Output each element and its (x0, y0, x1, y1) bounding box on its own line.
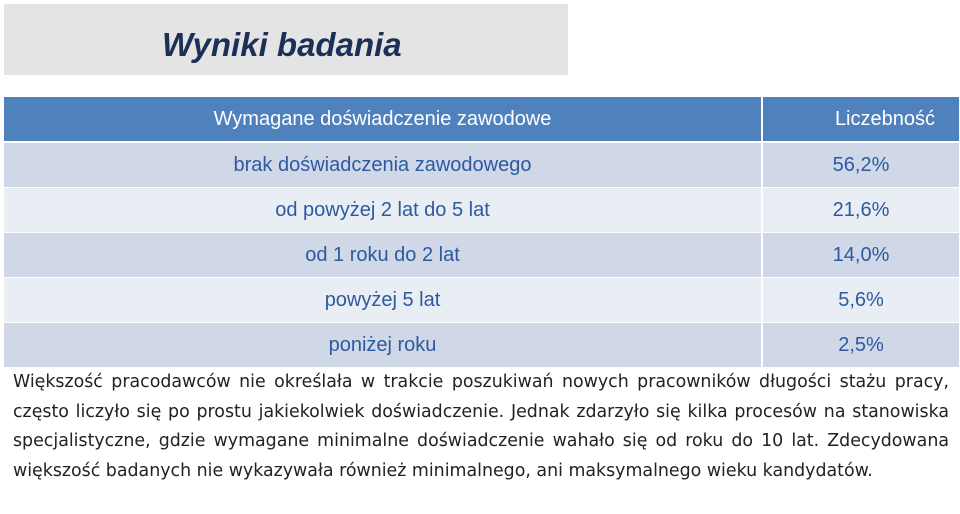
column-header-count: Liczebność (762, 97, 959, 142)
table-cell-count: 56,2% (762, 142, 959, 188)
table-cell-experience: poniżej roku (4, 323, 762, 368)
table-cell-count: 14,0% (762, 233, 959, 278)
table-cell-experience: powyżej 5 lat (4, 278, 762, 323)
table-row (4, 278, 959, 323)
table-row (4, 323, 959, 368)
column-header-experience: Wymagane doświadczenie zawodowe (4, 97, 762, 142)
table-cell-count: 21,6% (762, 188, 959, 233)
table-cell-experience: od 1 roku do 2 lat (4, 233, 762, 278)
page-title: Wyniki badania (162, 26, 402, 63)
summary-paragraph: Większość pracodawców nie określała w trakcie poszukiwań nowych pracowników długości stażu pracy, często liczyło się po prostu jakiekolwiek doświadczenie. Jednak zdarzyło się kilka procesów na stanowiska specjalistyczne, gdzie wymagane minimalne doświadczenie wahało się od roku do 10 lat. Zdecydowana większość badanych nie wykazywała również minimalnego, ani maksymalnego wieku kandydatów. (13, 372, 949, 481)
table-cell-count: 2,5% (762, 323, 959, 368)
results-table (4, 97, 959, 368)
table-cell-experience: od powyżej 2 lat do 5 lat (4, 188, 762, 233)
title-banner (4, 4, 568, 75)
table-cell-experience: brak doświadczenia zawodowego (4, 142, 762, 188)
table-row (4, 233, 959, 278)
table-header-row (4, 97, 959, 142)
table-row (4, 188, 959, 233)
table-cell-count: 5,6% (762, 278, 959, 323)
table-row (4, 142, 959, 188)
